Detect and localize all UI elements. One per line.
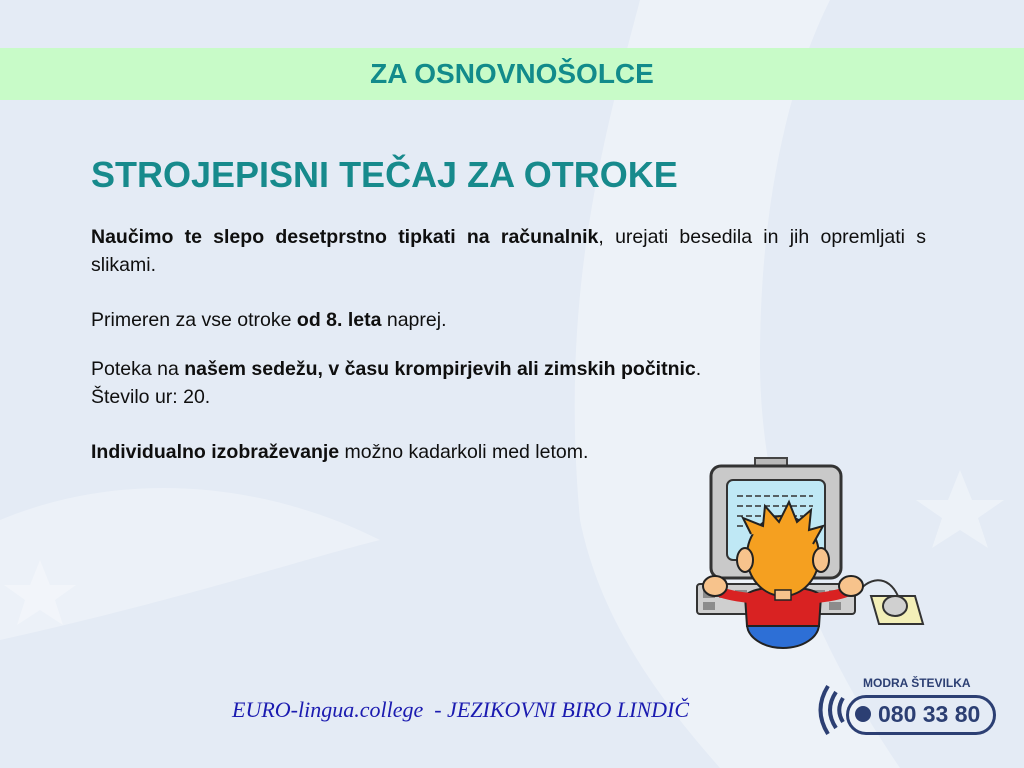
hours-line: Število ur: 20. (91, 386, 211, 408)
age-bold: od 8. leta (296, 309, 382, 331)
location-before: Poteka na (91, 358, 185, 380)
section-banner (0, 48, 1024, 100)
child-at-computer-clipart (693, 456, 928, 652)
age-before: Primeren za vse otroke (91, 309, 297, 331)
paragraph-intro (91, 223, 926, 279)
location-after: . (695, 358, 702, 380)
paragraph-age (91, 306, 926, 334)
individual-rest: možno kadarkoli med letom. (339, 441, 589, 463)
paragraph-location (91, 355, 926, 411)
footer-text: EURO-lingua.college - JEZIKOVNI BIRO LINDIČ (232, 697, 690, 722)
page-title: STROJEPISNI TEČAJ ZA OTROKE (91, 154, 678, 195)
phone-label: MODRA ŠTEVILKA (863, 676, 971, 690)
individual-bold: Individualno izobraževanje (91, 441, 340, 463)
intro-rest: , urejati besedila in jih opremljati s slikami. (91, 226, 926, 276)
location-bold: našem sedežu, v času krompirjevih ali zimskih počitnic (184, 358, 696, 380)
banner-title: ZA OSNOVNOŠOLCE (370, 58, 654, 89)
intro-bold: Naučimo te slepo desetprstno tipkati na računalnik (91, 226, 599, 248)
phone-dot-icon (855, 706, 871, 722)
age-after: naprej. (381, 309, 447, 331)
phone-number: 080 33 80 (878, 701, 981, 727)
